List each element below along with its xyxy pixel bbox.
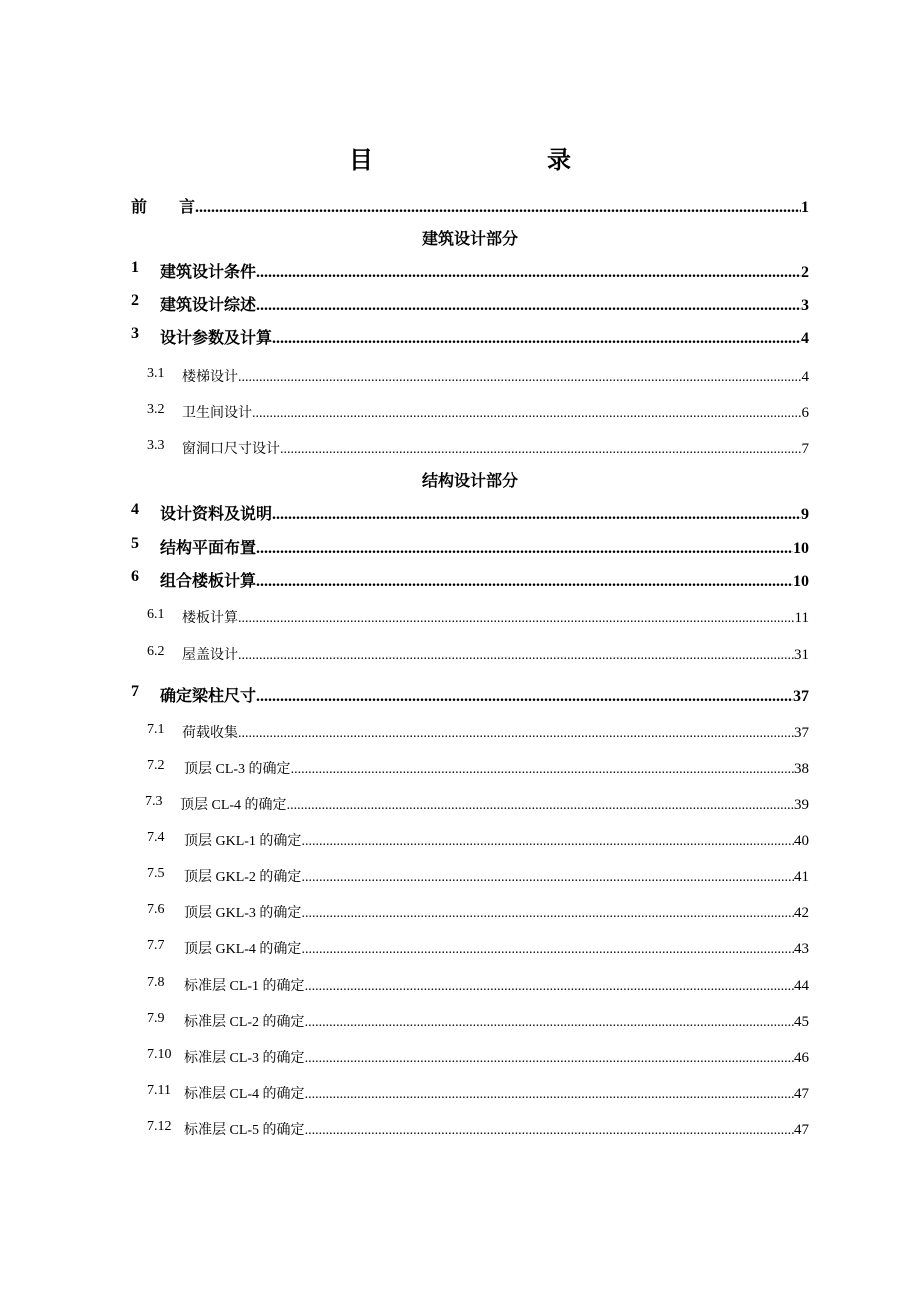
toc-entry-line — [184, 758, 809, 778]
toc-title: 目 录 — [349, 148, 613, 174]
toc-entry-line — [182, 722, 809, 742]
toc-entry-page: 9 — [801, 506, 809, 523]
toc-entry-number: 4 — [131, 501, 139, 518]
toc-entry-line — [184, 866, 809, 886]
toc-subentry[interactable] — [0, 644, 920, 666]
leader-dots — [305, 1087, 794, 1103]
toc-entry-line — [184, 830, 809, 850]
toc-entry-number: 7.1 — [147, 722, 165, 737]
toc-entry[interactable] — [0, 568, 920, 590]
toc-entry-label: 顶层 CL-3 的确定 — [184, 762, 291, 777]
toc-entry-number: 7.8 — [147, 975, 165, 990]
toc-entry-page: 31 — [794, 647, 809, 663]
toc-entry-page: 10 — [793, 573, 809, 590]
toc-entry-line — [182, 607, 809, 627]
toc-entry-number: 2 — [131, 292, 139, 309]
toc-entry[interactable] — [0, 259, 920, 281]
toc-entry-number: 7.12 — [147, 1119, 172, 1134]
toc-entry[interactable] — [0, 683, 920, 705]
leader-dots — [305, 1015, 794, 1031]
toc-entry-label: 顶层 GKL-2 的确定 — [184, 870, 302, 885]
toc-subentry[interactable] — [0, 438, 920, 460]
leader-dots — [195, 199, 801, 217]
leader-dots — [256, 540, 793, 558]
leader-dots — [301, 870, 794, 886]
leader-dots — [291, 762, 794, 778]
toc-entry-label: 楼板计算 — [182, 611, 238, 626]
toc-entry-page: 37 — [794, 725, 809, 741]
toc-entry-line — [182, 438, 809, 458]
toc-entry-page: 43 — [794, 941, 809, 957]
leader-dots — [256, 264, 801, 282]
toc-entry-number: 7.10 — [147, 1047, 172, 1062]
toc-entry-label: 顶层 GKL-3 的确定 — [184, 906, 302, 921]
toc-entry-line — [184, 938, 809, 958]
leader-dots — [305, 979, 794, 995]
toc-entry-number: 1 — [131, 259, 139, 276]
toc-entry-page: 1 — [801, 199, 809, 216]
toc-entry-number: 3.3 — [147, 438, 165, 453]
toc-entry-label: 设计资料及说明 — [160, 506, 273, 523]
toc-entry-number: 3.1 — [147, 366, 165, 381]
toc-entry[interactable] — [0, 535, 920, 557]
toc-entry-page: 41 — [794, 869, 809, 885]
toc-entry-line — [160, 535, 809, 558]
toc-entry-label: 确定梁柱尺寸 — [160, 688, 257, 705]
leader-dots — [238, 370, 802, 386]
toc-subentry[interactable] — [0, 902, 920, 924]
toc-subentry[interactable] — [0, 1119, 920, 1141]
toc-entry-page: 39 — [794, 797, 809, 813]
leader-dots — [252, 406, 802, 422]
leader-dots — [238, 611, 795, 627]
toc-entry-page: 10 — [793, 540, 809, 557]
toc-entry-label: 标准层 CL-1 的确定 — [184, 979, 305, 994]
toc-entry-line — [184, 902, 809, 922]
toc-entry-line — [160, 292, 809, 315]
toc-entry-page: 4 — [801, 369, 809, 385]
toc-subentry[interactable] — [0, 758, 920, 780]
toc-subentry[interactable] — [0, 830, 920, 852]
toc-entry-label: 顶层 GKL-1 的确定 — [184, 834, 302, 849]
toc-entry-label: 楼梯设计 — [182, 370, 238, 385]
toc-entry-number: 6.1 — [147, 607, 165, 622]
leader-dots — [256, 573, 793, 591]
toc-entry-line — [160, 501, 809, 524]
toc-entry-number: 5 — [131, 535, 139, 552]
toc-subentry[interactable] — [0, 866, 920, 888]
toc-entry-label: 屋盖设计 — [182, 648, 238, 663]
toc-entry-line — [182, 366, 809, 386]
toc-entry-page: 37 — [793, 688, 809, 705]
leader-dots — [301, 906, 794, 922]
toc-entry-label: 荷载收集 — [182, 726, 238, 741]
leader-dots — [238, 726, 794, 742]
toc-entry-page: 46 — [794, 1050, 809, 1066]
toc-entry-number: 7.7 — [147, 938, 165, 953]
toc-entry-label: 组合楼板计算 — [160, 573, 257, 590]
toc-entry-line — [184, 1119, 809, 1139]
toc-entry-number: 7.6 — [147, 902, 165, 917]
toc-entry-label: 结构平面布置 — [160, 540, 257, 557]
toc-entry-label: 顶层 GKL-4 的确定 — [184, 942, 302, 957]
leader-dots — [256, 297, 801, 315]
toc-entry-number: 3 — [131, 325, 139, 342]
toc-entry[interactable] — [0, 325, 920, 347]
toc-entry-page: 40 — [794, 833, 809, 849]
toc-entry-page: 38 — [794, 761, 809, 777]
leader-dots — [287, 798, 794, 814]
toc-entry-label: 窗洞口尺寸设计 — [182, 442, 280, 457]
toc-entry-number: 7.2 — [147, 758, 165, 773]
toc-entry-page: 42 — [794, 905, 809, 921]
toc-subentry[interactable] — [0, 607, 920, 629]
toc-entry[interactable] — [0, 292, 920, 314]
toc-entry-preface[interactable] — [0, 194, 920, 216]
part-heading-structure: 结构设计部分 — [421, 473, 518, 490]
toc-subentry[interactable] — [0, 1047, 920, 1069]
toc-entry-line — [184, 1083, 809, 1103]
toc-entry-label: 标准层 CL-4 的确定 — [184, 1087, 305, 1102]
toc-entry-label: 设计参数及计算 — [160, 330, 273, 347]
toc-entry-label: 标准层 CL-3 的确定 — [184, 1051, 305, 1066]
toc-entry-line — [160, 683, 809, 706]
toc-entry-line — [131, 194, 809, 217]
toc-entry-line — [184, 975, 809, 995]
leader-dots — [256, 688, 793, 706]
toc-entry-page: 47 — [794, 1122, 809, 1138]
toc-subentry[interactable] — [0, 1011, 920, 1033]
leader-dots — [272, 506, 801, 524]
toc-entry-label: 顶层 CL-4 的确定 — [180, 798, 287, 813]
toc-entry-label: 建筑设计条件 — [160, 264, 257, 281]
toc-subentry[interactable] — [0, 794, 920, 816]
toc-entry-label: 前 言 — [131, 199, 196, 216]
toc-entry[interactable] — [0, 501, 920, 523]
toc-entry-label: 卫生间设计 — [182, 406, 252, 421]
leader-dots — [305, 1051, 794, 1067]
toc-entry-page: 47 — [794, 1086, 809, 1102]
toc-entry-line — [160, 259, 809, 282]
toc-subentry[interactable] — [0, 975, 920, 997]
toc-entry-page: 6 — [801, 405, 809, 421]
toc-entry-page: 45 — [794, 1014, 809, 1030]
toc-subentry[interactable] — [0, 722, 920, 744]
toc-entry-number: 7.4 — [147, 830, 165, 845]
toc-entry-page: 44 — [794, 978, 809, 994]
toc-entry-label: 建筑设计综述 — [160, 297, 257, 314]
leader-dots — [305, 1123, 794, 1139]
toc-entry-number: 7.3 — [145, 794, 163, 809]
leader-dots — [272, 330, 801, 348]
toc-entry-number: 7.5 — [147, 866, 165, 881]
toc-entry-page: 2 — [801, 264, 809, 281]
toc-subentry[interactable] — [0, 1083, 920, 1105]
toc-entry-label: 标准层 CL-2 的确定 — [184, 1015, 305, 1030]
toc-entry-line — [182, 402, 809, 422]
toc-entry-number: 7.9 — [147, 1011, 165, 1026]
leader-dots — [301, 942, 794, 958]
leader-dots — [301, 834, 794, 850]
toc-entry-number: 6.2 — [147, 644, 165, 659]
toc-entry-number: 3.2 — [147, 402, 165, 417]
toc-subentry[interactable] — [0, 366, 920, 388]
toc-subentry[interactable] — [0, 402, 920, 424]
toc-entry-number: 7 — [131, 683, 139, 700]
toc-entry-page: 4 — [801, 330, 809, 347]
toc-entry-page: 7 — [801, 441, 809, 457]
leader-dots — [238, 648, 794, 664]
toc-entry-line — [180, 794, 809, 814]
toc-entry-line — [160, 568, 809, 591]
part-heading-architecture: 建筑设计部分 — [421, 231, 518, 248]
leader-dots — [280, 442, 802, 458]
toc-entry-label: 标准层 CL-5 的确定 — [184, 1123, 305, 1138]
toc-entry-line — [184, 1047, 809, 1067]
toc-subentry[interactable] — [0, 938, 920, 960]
toc-entry-number: 6 — [131, 568, 139, 585]
toc-entry-page: 11 — [794, 610, 809, 626]
toc-entry-line — [184, 1011, 809, 1031]
toc-entry-number: 7.11 — [147, 1083, 171, 1098]
toc-entry-page: 3 — [801, 297, 809, 314]
toc-entry-line — [182, 644, 809, 664]
toc-entry-line — [160, 325, 809, 348]
